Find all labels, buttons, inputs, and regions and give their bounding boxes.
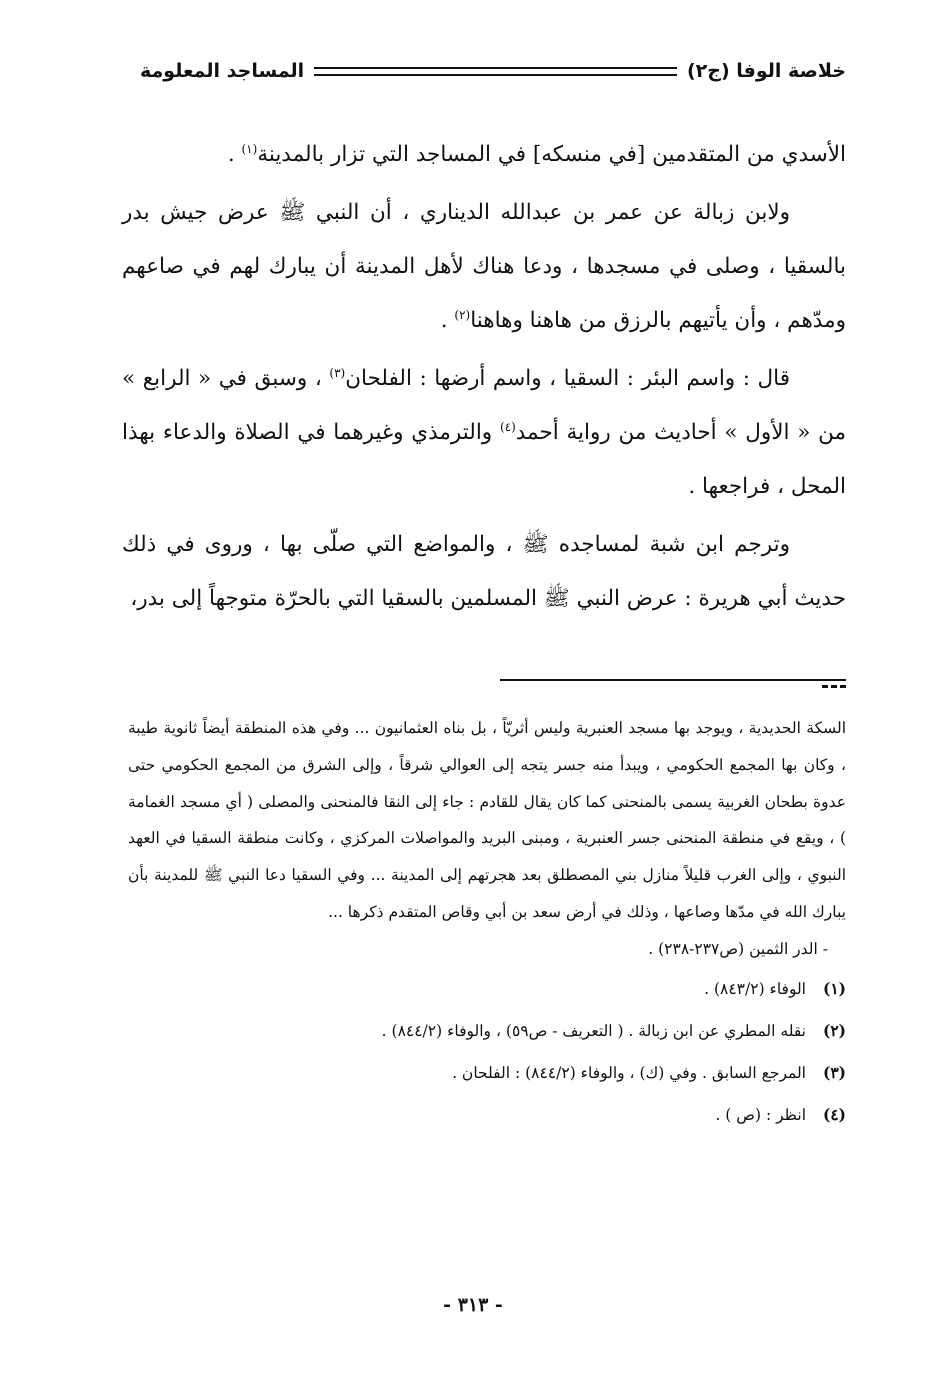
paragraph-4: وترجم ابن شبة لمساجده ﷺ ، والمواضع التي صلّى بها ، وروى في ذلك حديث أبي هريرة : عرض النبي ﷺ المسلمين بالسقيا التي بالحرّة متوجهاً إلى بدر،	[122, 532, 846, 611]
footnote-separator	[500, 679, 846, 681]
page-number: - ٣١٣ -	[443, 1294, 503, 1316]
footnote-item: (٣)المرجع السابق . وفي (ك) ، والوفاء (٨٤٤/٢) : الفلحان .	[128, 1052, 846, 1094]
footnote-number: (٢)	[822, 1020, 846, 1040]
footnote-ref[interactable]: (٣)	[329, 365, 346, 380]
footnote-number: (١)	[822, 978, 846, 998]
paragraph-2: ولابن زبالة عن عمر بن عبدالله الديناري ، أن النبي ﷺ عرض جيش بدر بالسقيا ، وصلى في مسجدها ، ودعا هناك لأهل المدينة أن يبارك لهم في صاعهم ومدّهم ، وأن يأتيهم بالرزق من هاهنا وهاهنا$^{(٢)}$ .	[122, 200, 846, 333]
footnote-ref[interactable]: (٢)	[454, 307, 471, 322]
paragraph-1: الأسدي من المتقدمين [في منسكه] في المساجد التي تزار بالمدينة$^{(١)}$ .	[227, 141, 846, 167]
section-title: المساجد المعلومة	[140, 60, 305, 82]
paragraph-3: قال : واسم البئر : السقيا ، واسم أرضها : الفلحان$^{(٣)}$ ، وسبق في « الرابع » من « الأول » أحاديث من رواية أحمد$^{(٤)}$ والترمذي وغيرهما في الصلاة والدعاء بهذا المحل ، فراجعها .	[122, 365, 846, 499]
footnotes	[128, 710, 846, 1136]
footnote-separator-dash	[822, 685, 846, 688]
footnote-number: (٣)	[822, 1062, 846, 1082]
footnote-item: (٢)نقله المطري عن ابن زبالة . ( التعريف - ص٥٩) ، والوفاء (٨٤٤/٢) .	[128, 1010, 846, 1052]
footnote-item: (٤)انظر : (ص ) .	[128, 1094, 846, 1136]
footnote-continuation-source: - الدر الثمين (ص٢٣٧-٢٣٨) .	[648, 939, 828, 958]
footnote-ref[interactable]: (١)	[241, 141, 258, 156]
footnote-ref[interactable]: (٤)	[499, 419, 516, 434]
book-title: خلاصة الوفا (ج٢)	[686, 60, 846, 82]
footnote-item: (١)الوفاء (٨٤٣/٢) .	[128, 968, 846, 1010]
footnote-continuation: السكة الحديدية ، ويوجد بها مسجد العنبرية وليس أثريّاً ، بل بناه العثمانيون ... وفي هذه المنطقة أيضاً ثانوية طيبة ، وكان بها المجمع الحكومي ، ويبدأ منه جسر يتجه إلى العوالي شرقاً ، وإلى الشرق من المجمع الحكومي حتى عدوة بطحان الغربية يسمى بالمنحنى كما كان يقال للقادم : جاء إلى النقا فالمنحنى والمصلى ( أي مسجد الغمامة ) ، ويقع في منطقة المنحنى جسر العنبرية ، ومبنى البريد والمواصلات المركزي ، وكانت منطقة السقيا في العهد النبوي ، وإلى الغرب قليلاً منازل بني المصطلق بعد هجرتهم إلى المدينة ... وفي السقيا دعا النبي ﷺ للمدينة بأن يبارك الله في مدّها وصاعها ، وذلك في أرض سعد بن أبي وقاص المتقدم ذكرها ... - الدر الثمين (ص٢٣٧-٢٣٨) .	[128, 710, 846, 968]
header-rule	[314, 67, 677, 76]
running-header	[140, 56, 846, 86]
main-text	[122, 128, 846, 626]
footnote-number: (٤)	[822, 1104, 846, 1124]
footnote-list	[128, 968, 846, 1136]
